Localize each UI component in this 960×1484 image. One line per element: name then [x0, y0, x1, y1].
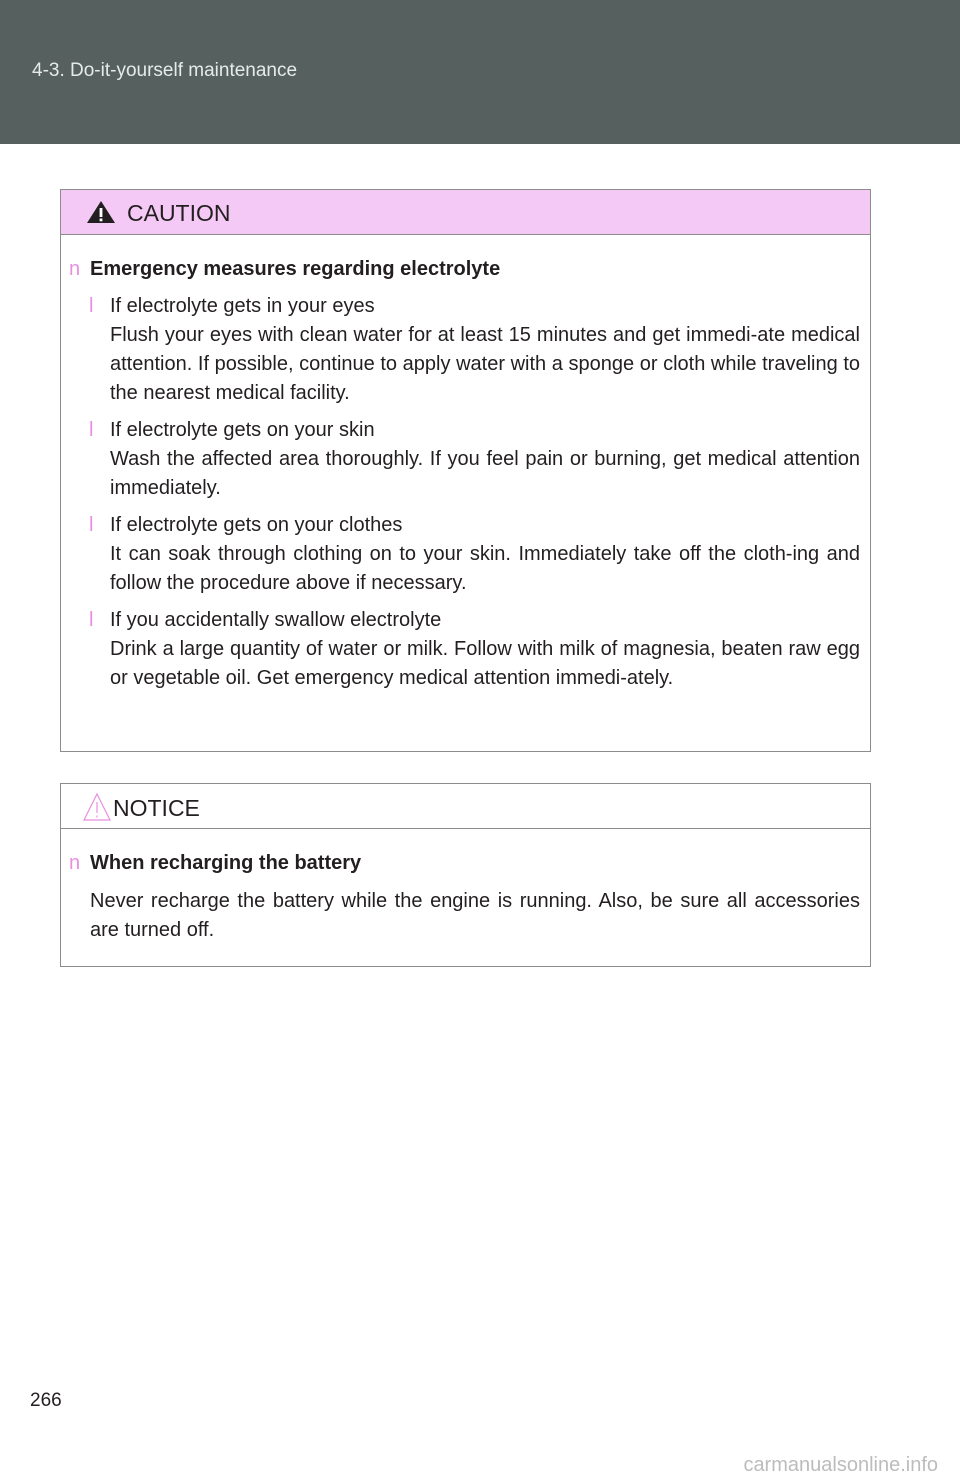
caution-section-title: Emergency measures regarding electrolyte	[90, 258, 501, 280]
notice-header	[61, 784, 870, 829]
page-header	[0, 0, 960, 144]
notice-section-title: When recharging the battery	[90, 852, 362, 874]
item-text: Wash the affected area thoroughly. If you feel pain or burning, get medical attention immediately.	[110, 448, 860, 499]
notice-content	[61, 829, 870, 945]
item-title: If electrolyte gets in your eyes	[110, 295, 375, 317]
caution-section-heading	[69, 255, 860, 284]
caution-box	[60, 189, 871, 752]
section-bullet: n	[69, 852, 81, 874]
item-bullet: l	[89, 419, 94, 441]
caution-label: CAUTION	[127, 200, 231, 226]
notice-section-heading	[69, 849, 860, 878]
notice-text: Never recharge the battery while the engine is running. Also, be sure all accessories are turned off.	[90, 890, 860, 941]
section-bullet: n	[69, 258, 81, 280]
item-bullet: l	[89, 514, 94, 536]
caution-content	[61, 235, 870, 693]
notice-box	[60, 783, 871, 967]
item-title: If electrolyte gets on your clothes	[110, 514, 403, 536]
item-bullet: l	[89, 295, 94, 317]
list-item	[69, 292, 860, 408]
section-title: 4-3. Do-it-yourself maintenance	[32, 60, 298, 81]
warning-outline-icon	[83, 792, 111, 827]
page-number: 266	[30, 1390, 62, 1411]
list-item	[69, 606, 860, 693]
watermark[interactable]: carmanualsonline.info	[743, 1454, 938, 1476]
list-item	[69, 511, 860, 598]
notice-label: NOTICE	[113, 795, 200, 821]
list-item	[69, 416, 860, 503]
item-title: If electrolyte gets on your skin	[110, 419, 375, 441]
item-text: It can soak through clothing on to your skin. Immediately take off the cloth-ing and follow the procedure above if necessary.	[110, 543, 860, 594]
item-text: Drink a large quantity of water or milk. Follow with milk of magnesia, beaten raw egg or vegetable oil. Get emergency medical attention immedi-ately.	[110, 638, 860, 689]
item-title: If you accidentally swallow electrolyte	[110, 609, 442, 631]
item-bullet: l	[89, 609, 94, 631]
caution-header	[61, 190, 870, 235]
warning-filled-icon	[86, 200, 116, 229]
item-text: Flush your eyes with clean water for at least 15 minutes and get immedi-ate medical attention. If possible, continue to apply water with a sponge or cloth while traveling to the nearest medical facility.	[110, 324, 860, 404]
